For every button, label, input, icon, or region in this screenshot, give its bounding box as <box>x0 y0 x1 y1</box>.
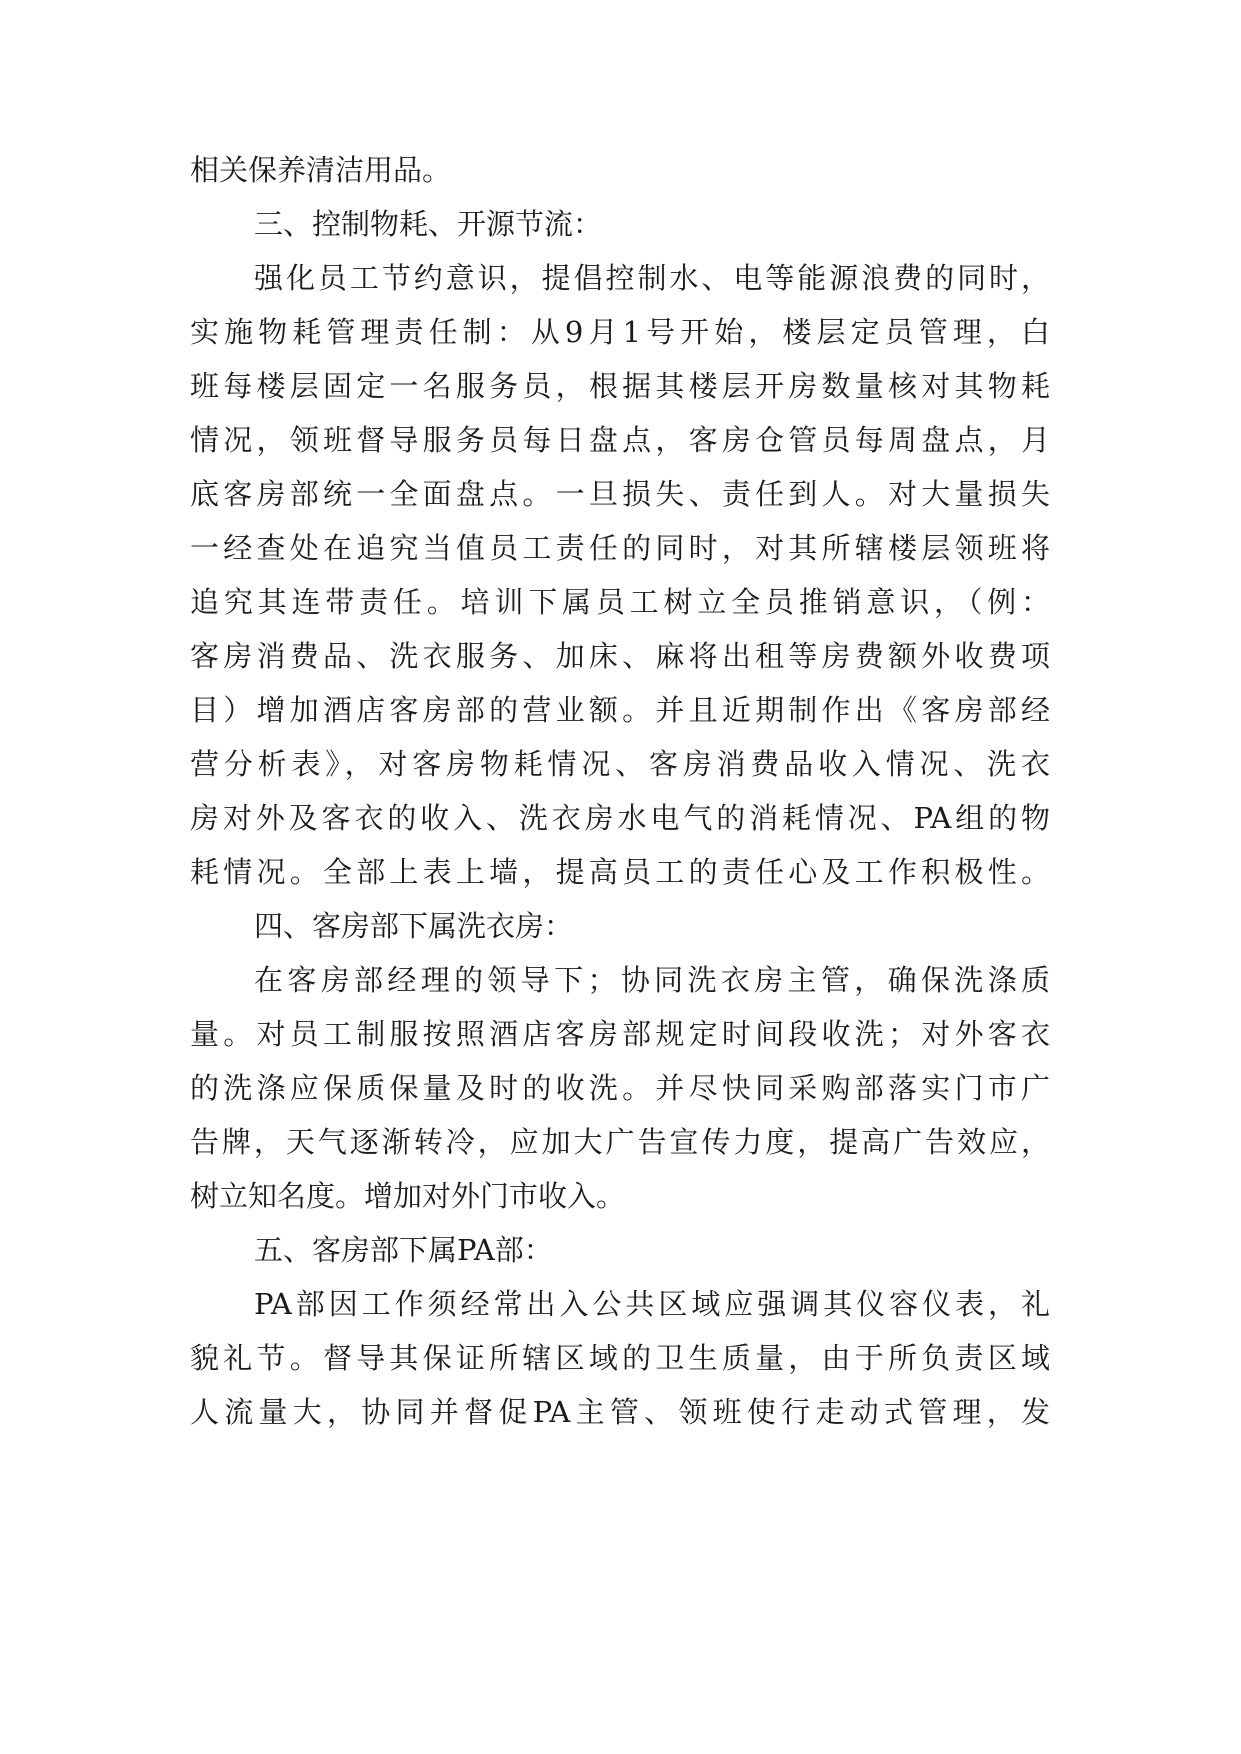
text-line: 班每楼层固定一名服务员，根据其楼层开房数量核对其物耗 <box>190 369 1050 403</box>
text-line: 貌礼节。督导其保证所辖区域的卫生质量，由于所负责区域 <box>190 1341 1050 1375</box>
text-line: 量。对员工制服按照酒店客房部规定时间段收洗；对外客衣 <box>190 1017 1050 1051</box>
text-line: PA部因工作须经常出入公共区域应强调其仪容仪表，礼 <box>254 1287 1050 1321</box>
section-heading: 五、客房部下属PA部： <box>254 1233 553 1267</box>
text-line: 人流量大，协同并督促PA主管、领班使行走动式管理，发 <box>190 1395 1050 1429</box>
text-line: 底客房部统一全面盘点。一旦损失、责任到人。对大量损失 <box>190 477 1050 511</box>
text-line: 情况，领班督导服务员每日盘点，客房仓管员每周盘点，月 <box>190 423 1050 457</box>
text-line: 耗情况。全部上表上墙，提高员工的责任心及工作积极性。 <box>190 855 1050 889</box>
section-heading: 三、控制物耗、开源节流： <box>254 207 603 241</box>
text-line: 目）增加酒店客房部的营业额。并且近期制作出《客房部经 <box>190 693 1050 727</box>
section-heading: 四、客房部下属洗衣房： <box>254 909 574 943</box>
text-line: 强化员工节约意识，提倡控制水、电等能源浪费的同时， <box>254 261 1050 295</box>
text-line: 在客房部经理的领导下；协同洗衣房主管，确保洗涤质 <box>254 963 1050 997</box>
text-line: 相关保养清洁用品。 <box>190 153 452 187</box>
text-line: 告牌，天气逐渐转冷，应加大广告宣传力度，提高广告效应， <box>190 1125 1050 1159</box>
text-line: 实施物耗管理责任制：从9月1号开始，楼层定员管理，白 <box>190 315 1050 349</box>
text-line: 营分析表》，对客房物耗情况、客房消费品收入情况、洗衣 <box>190 747 1050 781</box>
text-line: 房对外及客衣的收入、洗衣房水电气的消耗情况、PA组的物 <box>190 801 1050 835</box>
text-line: 树立知名度。增加对外门市收入。 <box>190 1179 626 1213</box>
text-line: 客房消费品、洗衣服务、加床、麻将出租等房费额外收费项 <box>190 639 1050 673</box>
text-line: 追究其连带责任。培训下属员工树立全员推销意识，（例： <box>190 585 1050 619</box>
text-line: 的洗涤应保质保量及时的收洗。并尽快同采购部落实门市广 <box>190 1071 1050 1105</box>
text-line: 一经查处在追究当值员工责任的同时，对其所辖楼层领班将 <box>190 531 1050 565</box>
